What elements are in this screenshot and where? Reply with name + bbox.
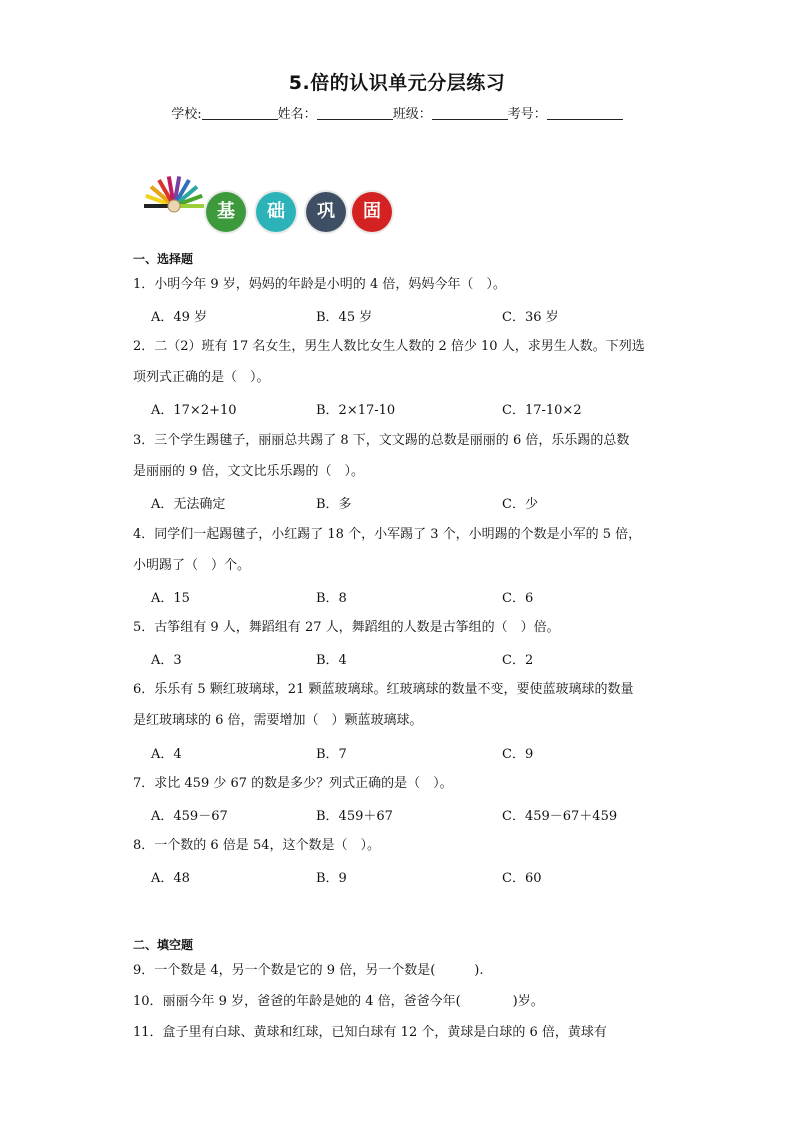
question-5 (133, 612, 673, 643)
student-info-line (0, 103, 794, 122)
option-c[interactable]: C．36 岁 (502, 310, 559, 325)
question-4 (133, 519, 673, 581)
option-c[interactable]: C．6 (502, 591, 534, 606)
option-b[interactable]: B．459＋67 (316, 809, 393, 824)
options-4 (151, 587, 671, 607)
options-7 (151, 805, 671, 825)
question-10 (133, 986, 673, 1017)
option-a[interactable]: A．3 (151, 653, 182, 668)
badge-gong: 巩 (306, 192, 346, 232)
question-text: 小明踢了（ ）个。 (133, 558, 251, 573)
question-text: 6．乐乐有 5 颗红玻璃球，21 颗蓝玻璃球。红玻璃球的数量不变，要使蓝玻璃球的数量 (133, 682, 634, 697)
question-text: 是红玻璃球的 6 倍，需要增加（ ）颗蓝玻璃球。 (133, 713, 423, 728)
option-c[interactable]: C．9 (502, 747, 534, 762)
options-8 (151, 867, 671, 887)
option-c[interactable]: C．60 (502, 871, 542, 886)
question-text: 是丽丽的 9 倍，文文比乐乐踢的（ ）。 (133, 464, 365, 479)
question-7 (133, 768, 673, 799)
question-6 (133, 674, 673, 736)
options-1 (151, 306, 671, 326)
question-text: 2．二（2）班有 17 名女生，男生人数比女生人数的 2 倍少 10 人，求男生人数。下列选 (133, 339, 645, 354)
question-text: 3．三个学生踢毽子，丽丽总共踢了 8 下，文文踢的总数是丽丽的 6 倍，乐乐踢的总数 (133, 433, 630, 448)
question-11 (133, 1017, 673, 1048)
page-title: 5.倍的认识单元分层练习 (288, 72, 506, 94)
class-blank[interactable] (432, 107, 508, 120)
question-text: 10．丽丽今年 9 岁，爸爸的年龄是她的 4 倍，爸爸今年( )岁。 (133, 994, 544, 1009)
option-b[interactable]: B．7 (316, 747, 347, 762)
badge-chu: 础 (256, 192, 296, 232)
badge-gu: 固 (352, 192, 392, 232)
options-5 (151, 649, 671, 669)
question-text: 8．一个数的 6 倍是 54，这个数是（ ）。 (133, 838, 380, 853)
badge-ji: 基 (206, 192, 246, 232)
option-b[interactable]: B．45 岁 (316, 310, 373, 325)
question-text: 1．小明今年 9 岁，妈妈的年龄是小明的 4 倍，妈妈今年（ ）。 (133, 277, 506, 292)
option-a[interactable]: A．15 (151, 591, 190, 606)
option-a[interactable]: A．49 岁 (151, 310, 208, 325)
option-c[interactable]: C．2 (502, 653, 534, 668)
option-c[interactable]: C．少 (502, 497, 538, 512)
question-2 (133, 331, 673, 393)
question-text: 项列式正确的是（ ）。 (133, 370, 270, 385)
option-c[interactable]: C．17-10×2 (502, 403, 582, 418)
name-label: 姓名： (277, 107, 317, 122)
exam-number-label: 考号： (507, 107, 547, 122)
exam-number-blank[interactable] (547, 107, 623, 120)
options-6 (151, 743, 671, 763)
option-c[interactable]: C．459－67＋459 (502, 809, 618, 824)
class-label: 班级： (392, 107, 432, 122)
option-b[interactable]: B．4 (316, 653, 347, 668)
section-banner (144, 174, 404, 238)
option-b[interactable]: B．多 (316, 497, 352, 512)
question-text: 4．同学们一起踢毽子，小红踢了 18 个，小军踢了 3 个，小明踢的个数是小军的 5 倍， (133, 527, 642, 542)
question-text: 7．求比 459 少 67 的数是多少？列式正确的是（ ）。 (133, 776, 453, 791)
question-8 (133, 830, 673, 861)
option-b[interactable]: B．9 (316, 871, 347, 886)
question-text: 9．一个数是 4，另一个数是它的 9 倍，另一个数是( ). (133, 963, 484, 978)
colored-pencils-icon (144, 174, 204, 234)
question-1 (133, 269, 673, 300)
option-a[interactable]: A．17×2+10 (151, 403, 237, 418)
option-b[interactable]: B．2×17-10 (316, 403, 396, 418)
option-a[interactable]: A．459－67 (151, 809, 228, 824)
question-text: 5．古筝组有 9 人，舞蹈组有 27 人，舞蹈组的人数是古筝组的（ ）倍。 (133, 620, 560, 635)
question-3 (133, 425, 673, 487)
option-a[interactable]: A．无法确定 (151, 497, 226, 512)
name-blank[interactable] (317, 107, 393, 120)
option-a[interactable]: A．48 (151, 871, 190, 886)
question-text: 11．盒子里有白球、黄球和红球，已知白球有 12 个，黄球是白球的 6 倍，黄球有 (133, 1025, 607, 1040)
school-blank[interactable] (202, 107, 278, 120)
school-label: 学校: (171, 107, 202, 122)
question-9 (133, 955, 673, 986)
section-heading-fill: 二、填空题 (133, 938, 194, 952)
option-a[interactable]: A．4 (151, 747, 182, 762)
options-2 (151, 399, 671, 419)
option-b[interactable]: B．8 (316, 591, 347, 606)
section-heading-choice: 一、选择题 (133, 252, 194, 266)
options-3 (151, 493, 671, 513)
